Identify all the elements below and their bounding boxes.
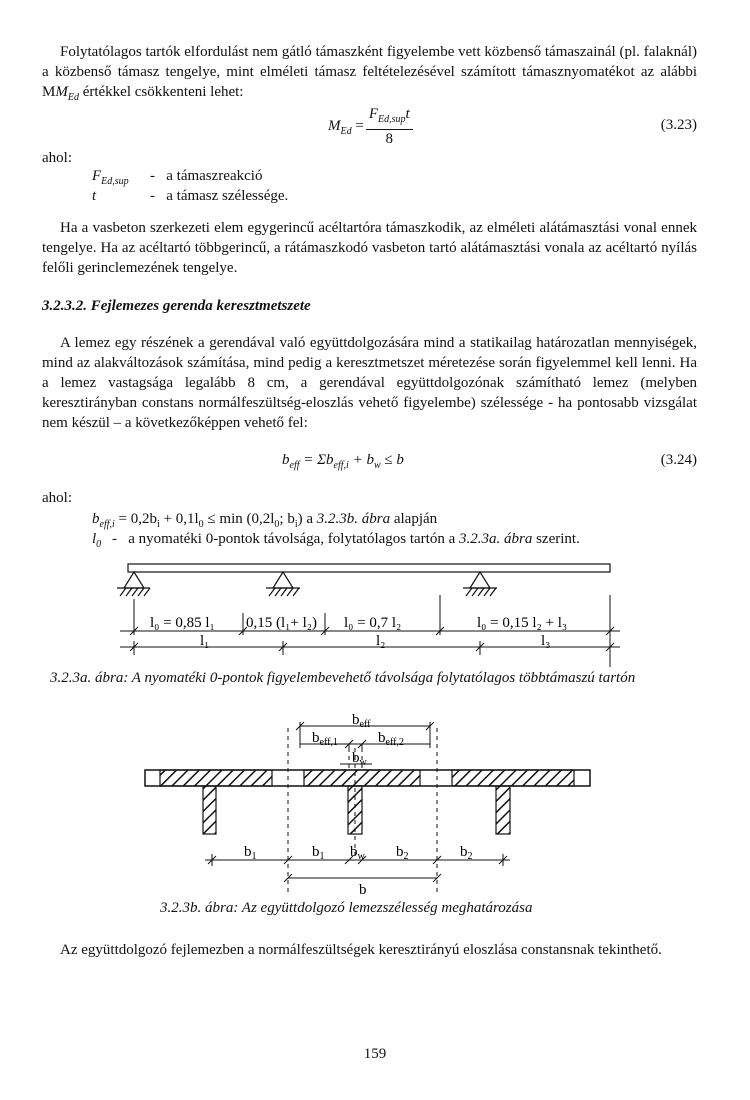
label-b-total: b [359,882,367,898]
ahol-label: ahol: [42,150,72,166]
label-bw-bottom: $b_w$ [350,844,365,862]
figure-t-beam-cross-section [0,708,750,898]
equation-3-24: $b_{eff} = \Sigma b_{eff,i} + b_w \le b$ [282,452,404,471]
definition-l0: $l_0$ - a nyomatéki 0-pontok távolsága, folytatólagos tartón a 3.2.3a. ábra szerint. [92,531,580,550]
label-beff: $b_{eff}$ [352,712,371,730]
equation-number-3-24: (3.24) [660,452,697,468]
section-heading: 3.2.3.2. Fejlemezes gerenda keresztmetszete [42,298,311,314]
label-l2: l₂ [376,633,386,649]
label-beff2: $b_{eff,2}$ [378,730,404,748]
definition-t: t - a támasz szélessége. [92,188,289,204]
label-l0-span1: l₀ = 0,85 l₁ [150,615,215,631]
label-l0-span3: l₀ = 0,15 l₂ + l₃ [477,615,568,631]
figure-b-caption: 3.2.3b. ábra: Az együttdolgozó lemezszélesség meghatározása [160,900,533,916]
paragraph-conclusion: Az együttdolgozó fejlemezben a normálfeszültségek keresztirányú eloszlása constansnak tekinthető. [60,942,662,958]
label-b1-right: $b_1$ [312,844,325,862]
label-bw-top: $b_w$ [352,750,367,768]
definition-beff-i: $b_{eff,i} = 0,2b_i + 0,1l_0 \le \min (0,2l_0$; $b_i$) a 3.2.3b. ábra alapján [92,511,438,530]
equation-number-3-23: (3.23) [660,117,697,133]
label-l3: l₃ [541,633,551,649]
label-l0-support: 0,15 (l₁+ l₂) [246,615,317,631]
ahol-label-2: ahol: [42,490,72,506]
figure-a-caption: 3.2.3a. ábra: A nyomatéki 0-pontok figyelembevehető távolsága folytatólagos többtámaszú tartón [50,670,636,686]
paragraph-support-line: Ha a vasbeton szerkezeti elem egygerincű acéltartóra támaszkodik, az elméleti alátámasztási vonal ennek tengelye. Ha az acéltartó többgerincű, a rátámaszkodó vasbeton tartó alátámasztási vonala az acéltartó nyílás felőli gerinclemezének tengelye. [42,220,697,276]
page-number: 159 [363,1046,387,1062]
paragraph-flange-width: A lemez egy részének a gerendával való együttdolgozására mind a statikailag határozatlan mennyiségek, mind az alakváltozások számítása, mind pedig a keresztmetszet méretezése során figyelemmel kell lenni. Ha a lemez vastagsága legalább 8 cm, a gerendával együttdolgozónak számítható lemez (melyben keresztirányban constans normálfeszültség-eloszlás vehető figyelembe) szélessége - ha pontosabb vizsgálat nem készül – a következőképpen vehető fel: [42,335,697,431]
paragraph-intro: Folytatólagos tartók elfordulást nem gátló támaszként figyelembe vett közbenső támaszainál (pl. falaknál) a közbenső támasz tengelye, mint elméleti támasz feltételezésével számított támasznyomatékot az alábbi $MM_{Ed}$ értékkel csökkenteni lehet: [42,44,697,103]
label-b2-right: $b_2$ [460,844,473,862]
equation-3-23: $M_{Ed}$ = $F_{Ed,sup}t$ 8 [328,105,413,148]
figure-continuous-beam [0,555,750,670]
label-beff1: $b_{eff,1}$ [312,730,338,748]
label-b2-left: $b_2$ [396,844,409,862]
label-l0-span2: l₀ = 0,7 l₂ [344,615,402,631]
definition-f-ed-sup: $F_{Ed,sup}$ - a támaszreakció [92,168,263,187]
label-l1: l₁ [200,633,210,649]
label-b1-left: $b_1$ [244,844,257,862]
